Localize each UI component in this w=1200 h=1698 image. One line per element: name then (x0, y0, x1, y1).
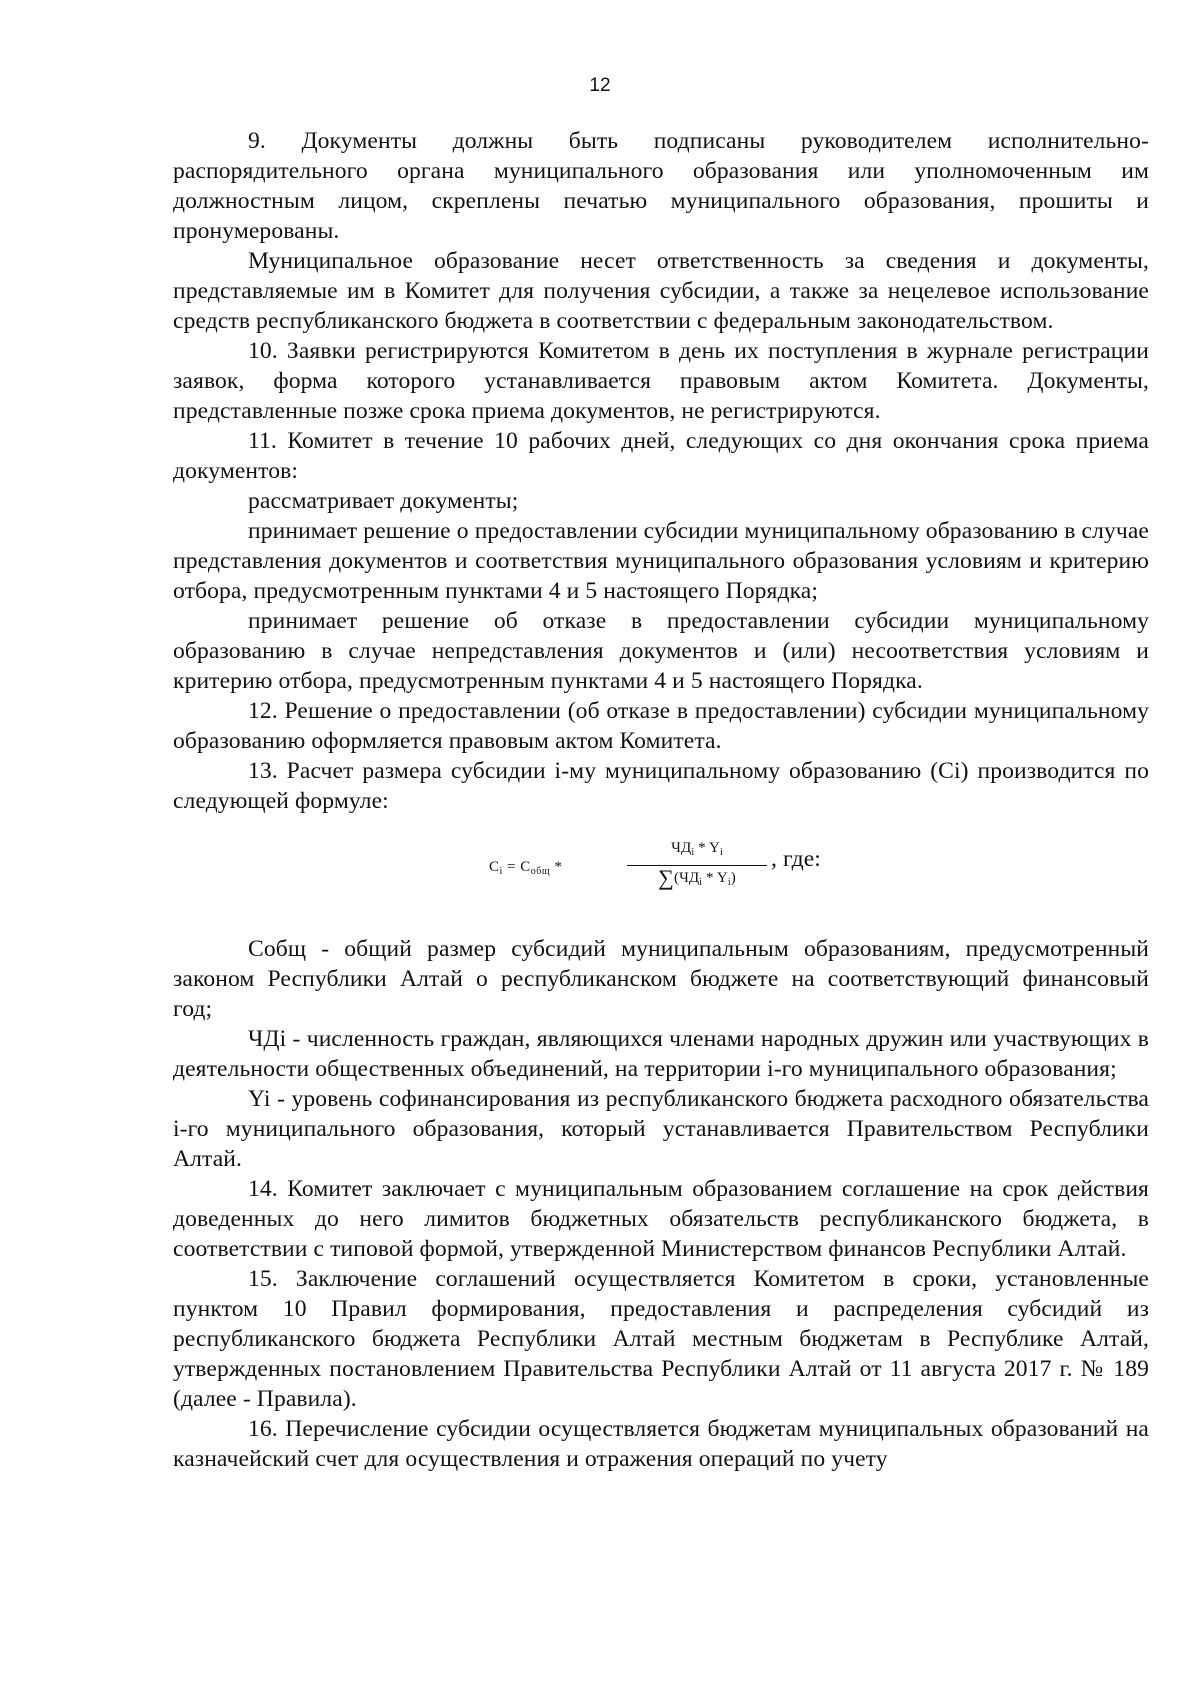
paragraph-item-12: 12. Решение о предоставлении (об отказе в предоставлении) субсидии муниципальному образованию оформляется правовым актом Комитета. (173, 698, 1149, 754)
formula-fraction (627, 838, 767, 894)
formula-numerator: $ЧД_i * Y_i$ (627, 838, 767, 866)
paragraph-item-11: 11. Комитет в течение 10 рабочих дней, следующих со дня окончания срока приема документов: (173, 428, 1149, 484)
formula-denominator: $\sum(ЧД_i * Y_i)$ (658, 865, 736, 890)
paragraph-item-14: 14. Комитет заключает с муниципальным образованием соглашение на срок действия доведенных до него лимитов бюджетных обязательств республиканского бюджета, в соответствии с типовой формой, утвержденной Министерством финансов Республики Алтай. (173, 1176, 1149, 1262)
subsidy-formula (173, 828, 1149, 906)
paragraph-review-documents: рассматривает документы; (248, 488, 519, 514)
definition-c-total: Cобщ - общий размер субсидий муниципальным образованиям, предусмотренный законом Республики Алтай о республиканском бюджете на соответствующий финансовый год; (173, 936, 1149, 1022)
document-body (173, 126, 1149, 1474)
paragraph-item-16: 16. Перечисление субсидии осуществляется бюджетам муниципальных образований на казначейский счет для осуществления и отражения операций по учету (173, 1416, 1149, 1472)
paragraph-item-15: 15. Заключение соглашений осуществляется Комитетом в сроки, установленные пунктом 10 Правил формирования, предоставления и распределения субсидий из республиканского бюджета Республики Алтай местным бюджетам в Республике Алтай, утвержденных постановлением Правительства Республики Алтай от 11 августа 2017 г. № 189 (далее - Правила). (173, 1266, 1149, 1412)
formula-left-side: $C_i = C_{общ}$ * (489, 859, 563, 877)
paragraph-item-13: 13. Расчет размера субсидии i-му муниципальному образованию (Ci) производится по следующей формуле: (173, 758, 1149, 814)
paragraph-responsibility: Муниципальное образование несет ответственность за сведения и документы, представляемые им в Комитет для получения субсидии, а также за нецелевое использование средств республиканского бюджета в соответствии с федеральным законодательством. (173, 248, 1149, 334)
paragraph-item-9: 9. Документы должны быть подписаны руководителем исполнительно-распорядительного органа муниципального образования или уполномоченным им должностным лицом, скреплены печатью муниципального образования, прошиты и пронумерованы. (173, 128, 1149, 244)
formula-where: , где: (771, 846, 821, 872)
paragraph-grant-decision: принимает решение о предоставлении субсидии муниципальному образованию в случае представления документов и соответствия муниципального образования условиям и критерию отбора, предусмотренным пунктами 4 и 5 настоящего Порядка; (173, 518, 1149, 604)
paragraph-refusal-decision: принимает решение об отказе в предоставлении субсидии муниципальному образованию в случае непредставления документов и (или) несоответствия условиям и критерию отбора, предусмотренным пунктами 4 и 5 настоящего Порядка. (173, 608, 1149, 694)
definition-y: Yi - уровень софинансирования из республиканского бюджета расходного обязательства i-го муниципального образования, который устанавливается Правительством Республики Алтай. (173, 1086, 1149, 1172)
page-number: 12 (589, 75, 611, 96)
paragraph-item-10: 10. Заявки регистрируются Комитетом в день их поступления в журнале регистрации заявок, форма которого устанавливается правовым актом Комитета. Документы, представленные позже срока приема документов, не регистрируются. (173, 338, 1149, 424)
definition-chd: ЧДi - численность граждан, являющихся членами народных дружин или участвующих в деятельности общественных объединений, на территории i-го муниципального образования; (173, 1026, 1149, 1082)
